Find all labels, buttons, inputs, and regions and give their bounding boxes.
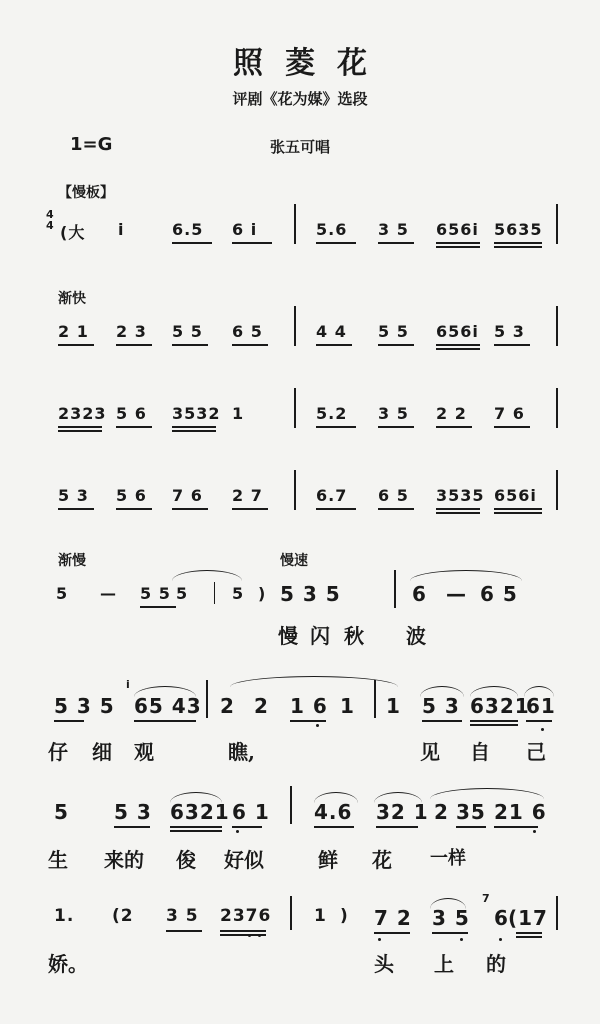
- note-group: 6321: [470, 694, 530, 718]
- underline: [494, 508, 542, 510]
- lyric: 细: [92, 740, 112, 764]
- staff-row-7: [0, 800, 600, 872]
- underline: [470, 720, 518, 722]
- note-group: 32 1: [376, 800, 429, 824]
- note-group: 656i: [494, 486, 537, 505]
- note-group: 2 3: [116, 322, 147, 341]
- low-octave-dot: [236, 830, 239, 833]
- underline: [134, 720, 196, 722]
- bar-line: [394, 570, 396, 608]
- underline: [436, 242, 480, 244]
- underline: [436, 348, 480, 350]
- note-group: 7 6: [172, 486, 203, 505]
- staff-row-3: [0, 404, 600, 464]
- note-group: 65 43: [134, 694, 202, 718]
- bar-line: [556, 388, 558, 428]
- lyric: 好似: [224, 848, 264, 872]
- note-group: 5 3 5: [54, 694, 115, 718]
- note-group: 6 5: [232, 322, 263, 341]
- bar-line: [556, 204, 558, 244]
- note-group: 6 5: [480, 582, 518, 606]
- bar-line: [556, 306, 558, 346]
- underline: [170, 830, 222, 832]
- note-group: 3 5: [166, 906, 199, 926]
- underline: [494, 246, 542, 248]
- underline: [374, 932, 410, 934]
- lyric: 自: [470, 740, 490, 764]
- bar-line-dashed: [214, 582, 215, 604]
- note-group: 5: [176, 584, 189, 603]
- note-group: 5 5: [378, 322, 409, 341]
- lyric: 一样: [430, 848, 466, 869]
- lyric: 秋: [344, 624, 364, 648]
- staff-row-8: [0, 892, 600, 976]
- note-group: 61: [526, 694, 556, 718]
- underline: [494, 344, 530, 346]
- note-group: 5: [56, 584, 69, 603]
- underline: [494, 242, 542, 244]
- lyric: 仔: [48, 740, 68, 764]
- key-signature: 1=G: [70, 134, 113, 155]
- note-group: 1: [340, 694, 355, 718]
- song-subtitle: 评剧《花为媒》选段: [232, 90, 368, 108]
- underline: [314, 826, 354, 828]
- underline: [290, 720, 326, 722]
- underline: [232, 826, 262, 828]
- underline: [172, 430, 216, 432]
- slur: [230, 676, 398, 687]
- underline: [172, 508, 208, 510]
- underline: [378, 508, 414, 510]
- underline: [58, 426, 102, 428]
- underline: [114, 826, 150, 828]
- note-group: 1: [386, 694, 401, 718]
- dash: —: [100, 584, 117, 603]
- dash: —: [446, 582, 467, 606]
- note-group: 5 3: [114, 800, 152, 824]
- underline: [232, 508, 268, 510]
- lyric: 慢: [278, 624, 298, 648]
- underline: [436, 344, 480, 346]
- underline: [494, 826, 538, 828]
- underline: [220, 934, 266, 936]
- note-group: 1.: [54, 906, 75, 926]
- note-group: 1 6: [290, 694, 328, 718]
- lyric: 来的: [104, 848, 144, 872]
- slur: [172, 570, 242, 581]
- underline: [58, 508, 94, 510]
- underline: [378, 344, 414, 346]
- underline: [526, 720, 552, 722]
- note-group: 5 6: [116, 486, 147, 505]
- lyric: 波: [406, 624, 426, 648]
- note-group: 3532: [172, 404, 221, 423]
- lyric: 娇。: [48, 952, 88, 976]
- underline: [172, 344, 208, 346]
- note-group: 5 3: [494, 322, 525, 341]
- lyric: 鲜: [318, 848, 338, 872]
- grace-note: 7: [482, 892, 491, 905]
- low-octave-dot: [541, 728, 544, 731]
- low-octave-dot: [533, 830, 536, 833]
- note-group: 21 6: [494, 800, 547, 824]
- underline: [116, 426, 152, 428]
- note-group: 3 5: [432, 906, 470, 930]
- paren-close: ): [258, 584, 267, 603]
- staff-row-6: [0, 678, 600, 764]
- low-octave-dot: [499, 938, 502, 941]
- note-group: 3535: [436, 486, 485, 505]
- singer-credit: 张五可唱: [270, 138, 331, 156]
- bar-line: [294, 306, 296, 346]
- note-group: 6.5: [172, 220, 204, 239]
- underline: [172, 426, 216, 428]
- note-group: (17: [508, 906, 548, 930]
- underline: [172, 242, 212, 244]
- note-group: 6: [494, 906, 509, 930]
- note-group: 2 2: [436, 404, 467, 423]
- underline: [166, 930, 202, 932]
- lyric: 头: [374, 952, 394, 976]
- note-group: 656i: [436, 322, 479, 341]
- underline: [116, 508, 152, 510]
- tempo-mark-slow: 【慢板】: [58, 185, 114, 201]
- lyric: 花: [372, 848, 392, 872]
- note-group: 2: [220, 694, 235, 718]
- slur: [410, 570, 522, 581]
- note-group: 5 6: [116, 404, 147, 423]
- note-group: 5.2: [316, 404, 348, 423]
- underline: [116, 344, 152, 346]
- note-group: 6321: [170, 800, 230, 824]
- underline: [58, 344, 94, 346]
- underline: [432, 932, 468, 934]
- note-group: 5: [54, 800, 69, 824]
- underline: [170, 826, 222, 828]
- note-group: 3 5: [378, 404, 409, 423]
- underline: [470, 724, 518, 726]
- bar-line: [556, 896, 558, 930]
- underline: [376, 826, 418, 828]
- note-group: 7 6: [494, 404, 525, 423]
- note-group: 2376: [220, 906, 272, 926]
- underline: [436, 508, 480, 510]
- underline: [378, 426, 414, 428]
- note-group: 7 2: [374, 906, 412, 930]
- underline: [58, 430, 102, 432]
- note-group: 5: [232, 584, 245, 603]
- bar-line: [294, 204, 296, 244]
- underline: [220, 930, 266, 932]
- note-group: 5 3: [422, 694, 460, 718]
- tempo-mark-slower: 渐慢: [58, 553, 86, 569]
- bar-line: [294, 388, 296, 428]
- note-group: (大: [60, 223, 86, 242]
- lyric: 己: [526, 740, 546, 764]
- note-group: 6.7: [316, 486, 348, 505]
- low-octave-dot: [316, 724, 319, 727]
- low-octave-dot: [460, 938, 463, 941]
- underline: [516, 932, 542, 934]
- note-group: 35: [456, 800, 486, 824]
- underline: [494, 426, 530, 428]
- underline: [232, 242, 272, 244]
- underline: [494, 512, 542, 514]
- note-group: 2 1: [58, 322, 89, 341]
- note-group: 2: [434, 800, 449, 824]
- note-group: 2: [254, 694, 269, 718]
- underline: [316, 508, 356, 510]
- lyric: 的: [486, 952, 506, 976]
- underline: [140, 606, 176, 608]
- time-signature: 4 4: [46, 208, 54, 232]
- staff-row-1: [0, 220, 600, 280]
- lyric: 见: [420, 740, 440, 764]
- lyric: 闪: [310, 624, 330, 648]
- staff-row-2: [0, 322, 600, 382]
- note-group: 2323: [58, 404, 107, 423]
- bar-line: [294, 470, 296, 510]
- lyric: 观: [134, 740, 154, 764]
- song-title: 照菱花: [233, 46, 389, 81]
- note-group: 6 i: [232, 220, 258, 239]
- note-group: i: [118, 220, 125, 239]
- low-octave-dot: [378, 938, 381, 941]
- staff-row-4: [0, 486, 600, 546]
- underline: [54, 720, 84, 722]
- note-group: 6 5: [378, 486, 409, 505]
- note-group: 1: [314, 906, 327, 926]
- underline: [378, 242, 414, 244]
- underline: [232, 344, 268, 346]
- note-group: 3 5: [378, 220, 409, 239]
- underline: [316, 426, 356, 428]
- lyric: 瞧,: [228, 740, 255, 764]
- note-group: 6: [412, 582, 427, 606]
- paren-close: ): [340, 906, 349, 926]
- underline: [436, 512, 480, 514]
- note-group: 2 7: [232, 486, 263, 505]
- bar-line: [206, 680, 208, 718]
- slur: [430, 788, 544, 799]
- underline: [436, 426, 472, 428]
- note-group: 6 1: [232, 800, 270, 824]
- note-group: 5.6: [316, 220, 348, 239]
- lyric: 上: [434, 952, 454, 976]
- underline: [436, 246, 480, 248]
- lyric: 生: [48, 848, 68, 872]
- note-group: 5 3: [58, 486, 89, 505]
- note-group: 5 5: [140, 584, 171, 603]
- grace-note: i: [126, 678, 131, 691]
- note-group: 5635: [494, 220, 543, 239]
- underline: [316, 242, 356, 244]
- note-group: 656i: [436, 220, 479, 239]
- bar-line: [556, 470, 558, 510]
- note-group: 5 5: [172, 322, 203, 341]
- note-group: 4 4: [316, 322, 347, 341]
- underline: [516, 936, 542, 938]
- tempo-mark-faster: 渐快: [58, 291, 86, 307]
- staff-row-5: [0, 582, 600, 648]
- note-group: 5 3 5: [280, 582, 341, 606]
- note-group: 1: [232, 404, 245, 423]
- bar-line: [374, 680, 376, 718]
- underline: [316, 344, 352, 346]
- bar-line: [290, 786, 292, 824]
- tempo-mark-speed: 慢速: [280, 553, 308, 569]
- note-group: 4.6: [314, 800, 353, 824]
- bar-line: [290, 896, 292, 930]
- note-group: (2: [112, 906, 134, 926]
- underline: [456, 826, 486, 828]
- underline: [422, 720, 462, 722]
- lyric: 俊: [176, 848, 196, 872]
